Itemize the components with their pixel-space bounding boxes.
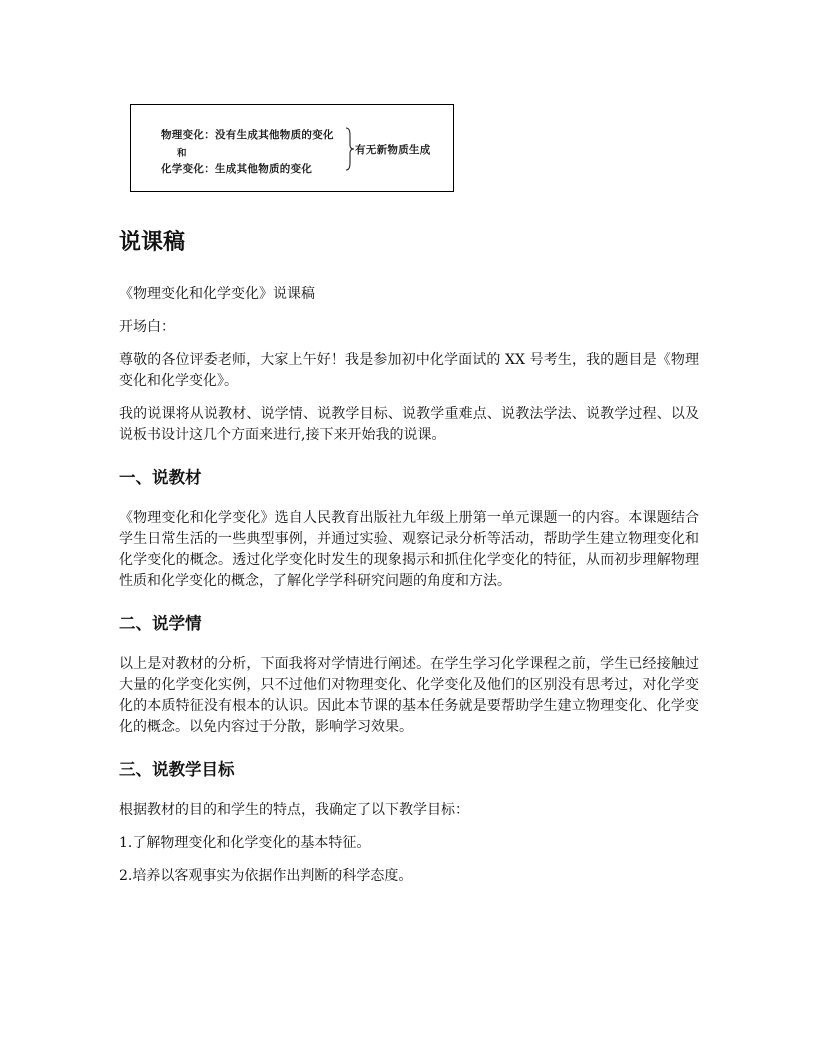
section-paragraph: 《物理变化和化学变化》选自人民教育出版社九年级上册第一单元课题一的内容。本课题结合学生日常生活的一些典型事例，并通过实验、观察记录分析等活动，帮助学生建立物理变化和化学变化的概念。透过化学变化时发生的现象揭示和抓住化学变化的特征，从而初步理解物理性质和化学变化的概念，了解化学学科研究问题的角度和方法。: [119, 510, 699, 589]
diagram-result: 有无新物质生成: [355, 144, 431, 156]
diagram-physical-change: 物理变化：没有生成其他物质的变化: [161, 129, 334, 141]
page-title: 说课稿: [119, 230, 186, 255]
doc-subtitle: 《物理变化和化学变化》说课稿: [119, 286, 315, 302]
section-heading: 二、说学情: [119, 614, 202, 633]
objective-item: 1.了解物理变化和化学变化的基本特征。: [119, 835, 371, 851]
diagram-chemical-change: 化学变化：生成其他物质的变化: [161, 163, 313, 175]
diagram-and: 和: [177, 148, 187, 159]
opening-label: 开场白：: [119, 319, 175, 335]
brace-icon: [345, 127, 355, 171]
document-body: [119, 226, 699, 899]
section-heading: 三、说教学目标: [119, 760, 235, 779]
section-heading: 一、说教材: [119, 468, 202, 487]
outline-text: 我的说课将从说教材、说学情、说教学目标、说教学重难点、说教法学法、说教学过程、以及说板书设计这几个方面来进行,接下来开始我的说课。: [119, 406, 699, 443]
objective-item: 2.培养以客观事实为依据作出判断的科学态度。: [119, 868, 413, 884]
section-paragraph: 根据教材的目的和学生的特点，我确定了以下教学目标：: [119, 802, 469, 818]
concept-diagram: [130, 104, 454, 192]
opening-text: 尊敬的各位评委老师，大家上午好！我是参加初中化学面试的 XX 号考生，我的题目是《物理变化和化学变化》。: [119, 352, 699, 389]
section-paragraph: 以上是对教材的分析，下面我将对学情进行阐述。在学生学习化学课程之前，学生已经接触过大量的化学变化实例，只不过他们对物理变化、化学变化及他们的区别没有思考过，对化学变化的本质特征没有根本的认识。因此本节课的基本任务就是要帮助学生建立物理变化、化学变化的概念。以免内容过于分散，影响学习效果。: [119, 656, 699, 735]
